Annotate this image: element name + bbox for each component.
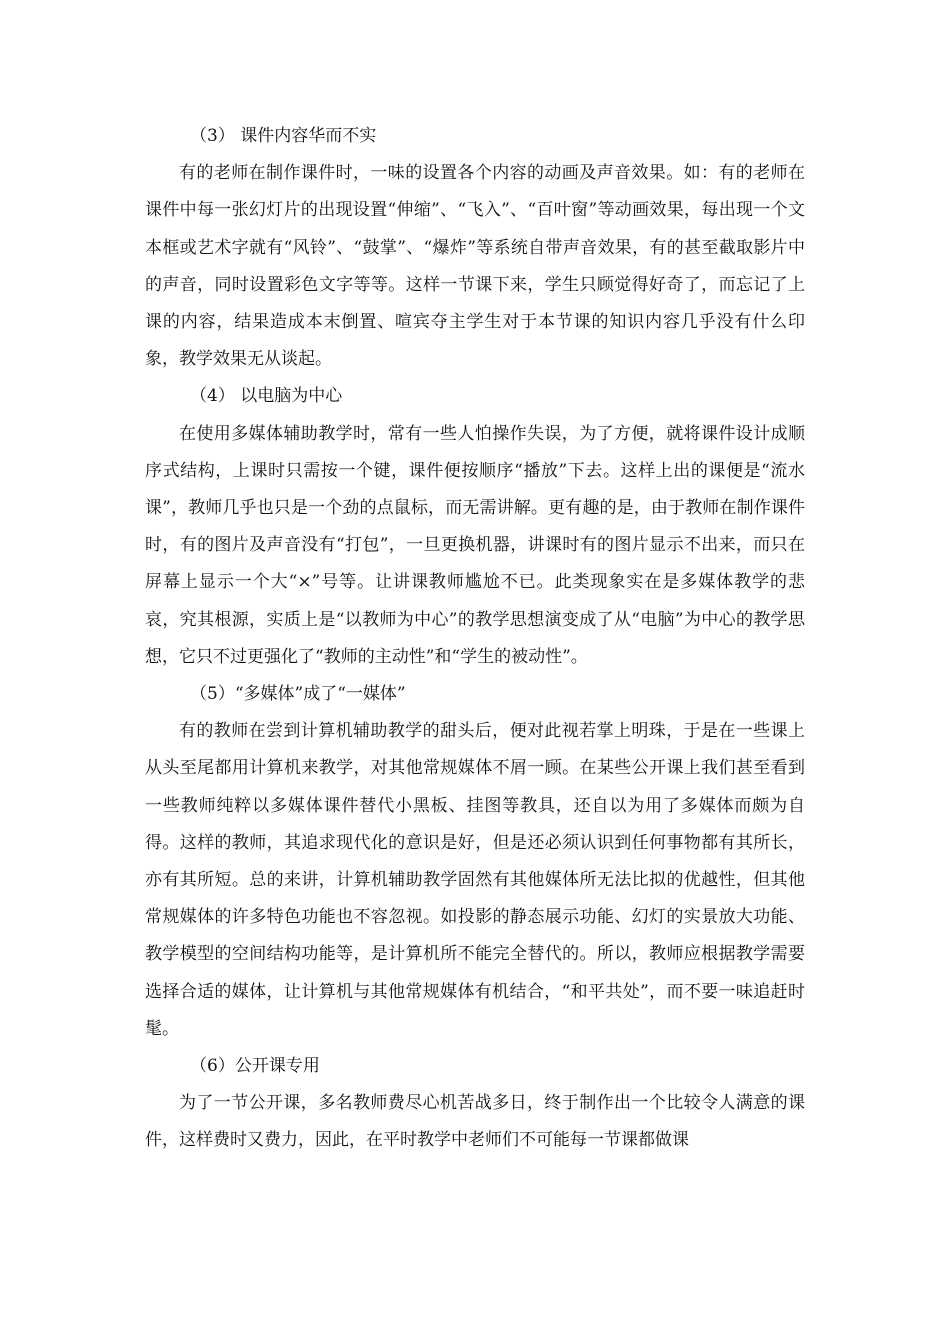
section-heading-6: （6）公开课专用 (190, 1056, 320, 1077)
section-paragraph-6: 为了一节公开课，多名教师费尽心机苦战多日，终于制作出一个比较令人满意的课件，这样费时又费力，因此，在平时教学中老师们不可能每一节课都做课 (145, 1093, 805, 1151)
section-paragraph-3: 有的老师在制作课件时，一味的设置各个内容的动画及声音效果。如：有的老师在课件中每一张幻灯片的出现设置“伸缩”、“飞入”、“百叶窗”等动画效果，每出现一个文本框或艺术字就有“风铃”、“鼓掌”、“爆炸”等系统自带声音效果，有的甚至截取影片中的声音，同时设置彩色文字等等。这样一节课下来，学生只顾觉得好奇了，而忘记了上课的内容，结果造成本末倒置、喧宾夺主学生对于本节课的知识内容几乎没有什么印象，教学效果无从谈起。 (145, 163, 805, 370)
document-body (145, 118, 805, 1160)
section-heading-5: （5）“多媒体”成了“一媒体” (190, 684, 406, 705)
section-heading-3: （3） 课件内容华而不实 (190, 126, 377, 146)
section-heading-4: （4） 以电脑为中心 (190, 386, 343, 407)
section-paragraph-5: 有的教师在尝到计算机辅助教学的甜头后，便对此视若掌上明珠，于是在一些课上从头至尾都用计算机来教学，对其他常规媒体不屑一顾。在某些公开课上我们甚至看到一些教师纯粹以多媒体课件替代小黑板、挂图等教具，还自以为用了多媒体而颇为自得。这样的教师，其追求现代化的意识是好，但是还必须认识到任何事物都有其所长，亦有其所短。总的来讲，计算机辅助教学固然有其他媒体所无法比拟的优越性，但其他常规媒体的许多特色功能也不容忽视。如投影的静态展示功能、幻灯的实景放大功能、教学模型的空间结构功能等，是计算机所不能完全替代的。所以，教师应根据教学需要选择合适的媒体，让计算机与其他常规媒体有机结合，“和平共处”，而不要一味追赶时髦。 (145, 721, 805, 1039)
section-paragraph-4: 在使用多媒体辅助教学时，常有一些人怕操作失误，为了方便，就将课件设计成顺序式结构，上课时只需按一个键，课件便按顺序“播放”下去。这样上出的课便是“流水课”，教师几乎也只是一个劲的点鼠标，而无需讲解。更有趣的是，由于教师在制作课件时，有的图片及声音没有“打包”，一旦更换机器，讲课时有的图片显示不出来，而只在屏幕上显示一个大“×”号等。让讲课教师尴尬不已。此类现象实在是多媒体教学的悲哀，究其根源，实质上是“以教师为中心”的教学思想演变成了从“电脑”为中心的教学思想，它只不过更强化了“教师的主动性”和“学生的被动性”。 (145, 423, 805, 667)
